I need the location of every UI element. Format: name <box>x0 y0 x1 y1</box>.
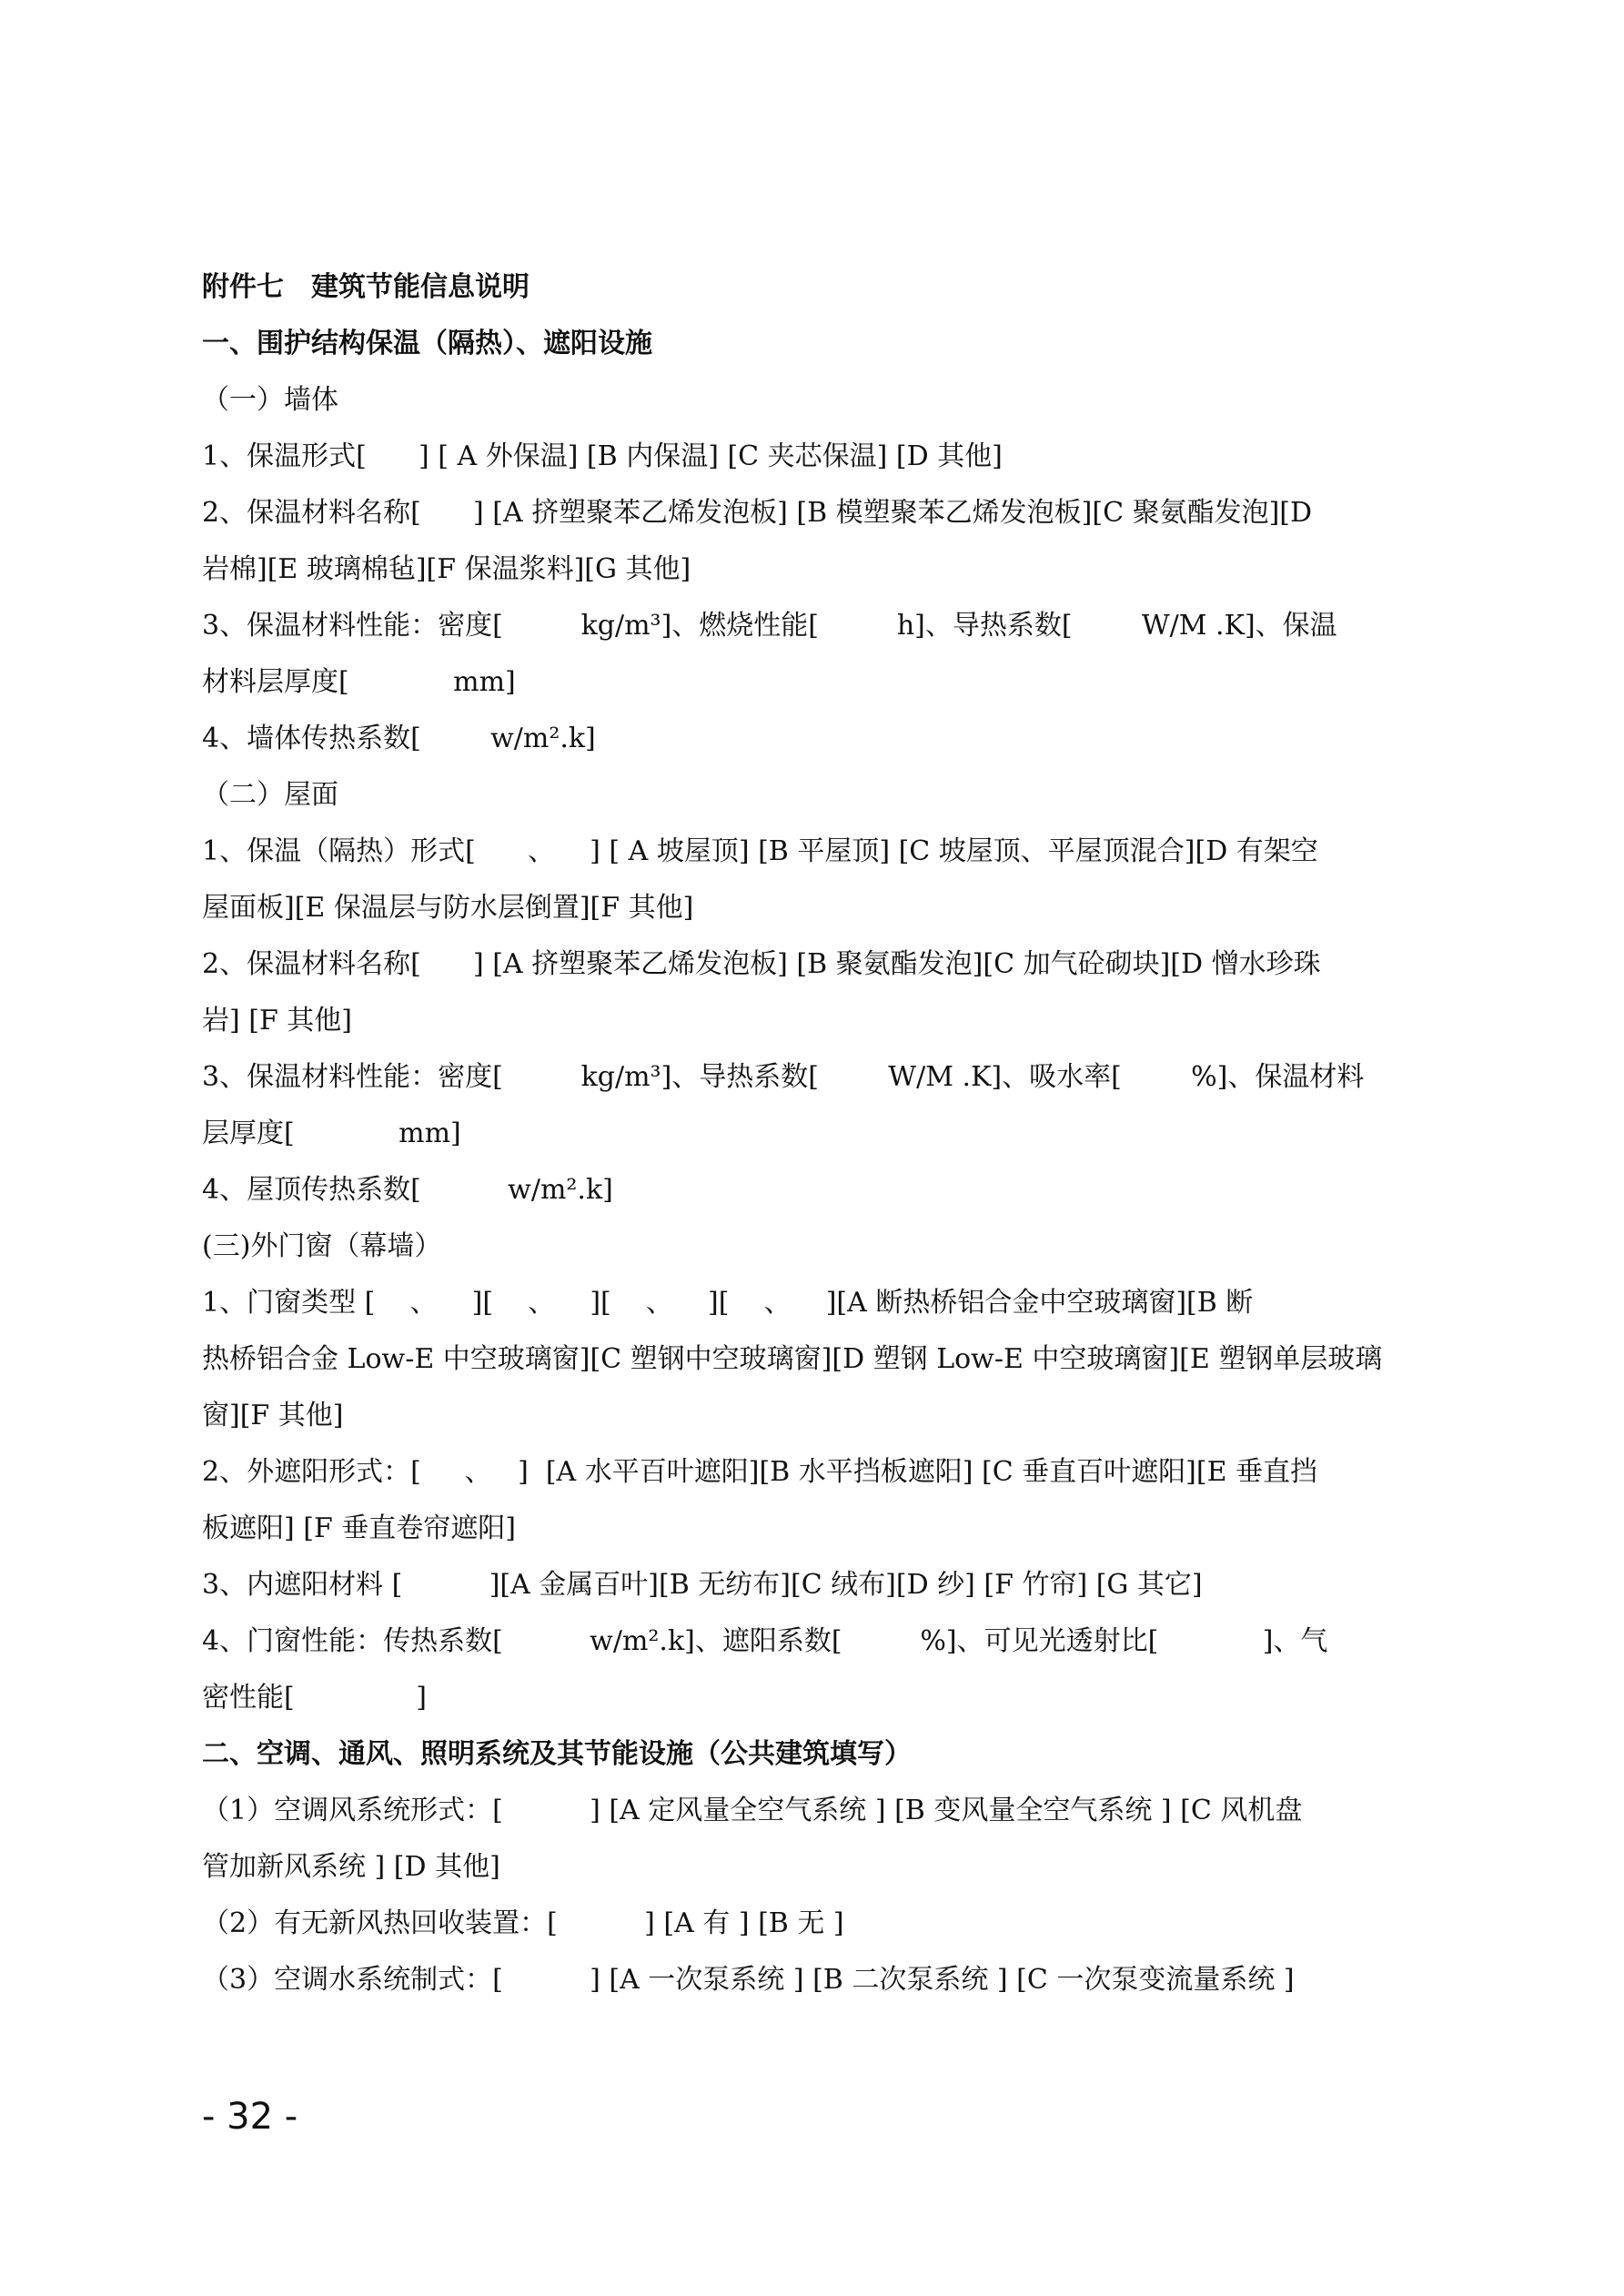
wall-line: 岩棉][E 玻璃棉毡][F 保温浆料][G 其他] <box>202 553 691 585</box>
roof-line: 3、保温材料性能：密度[ kg/m³]、导热系数[ W/M .K]、吸水率[ %]、保温材料 <box>202 1061 1365 1093</box>
wall-line: 2、保温材料名称[ ] [A 挤塑聚苯乙烯发泡板] [B 模塑聚苯乙烯发泡板][C 聚氨酯发泡][D <box>202 497 1313 529</box>
wall-line: 4、墙体传热系数[ w/m².k] <box>202 723 596 754</box>
windows-line: 板遮阳] [F 垂直卷帘遮阳] <box>202 1512 516 1544</box>
roof-line: 层厚度[ mm] <box>202 1118 461 1149</box>
windows-line: 密性能[ ] <box>202 1682 427 1714</box>
roof-line: 2、保温材料名称[ ] [A 挤塑聚苯乙烯发泡板] [B 聚氨酯发泡][C 加气砼砌块][D 憎水珍珠 <box>202 948 1321 980</box>
document-body <box>202 259 1439 2008</box>
document-title: 附件七 建筑节能信息说明 <box>202 271 530 303</box>
windows-line: 4、门窗性能：传热系数[ w/m².k]、遮阳系数[ %]、可见光透射比[ ]、气 <box>202 1625 1328 1657</box>
roof-line: 4、屋顶传热系数[ w/m².k] <box>202 1174 613 1206</box>
section-heading-envelope: 一、围护结构保温（隔热）、遮阳设施 <box>202 328 652 359</box>
wall-line: 材料层厚度[ mm] <box>202 666 516 698</box>
subsection-heading-wall: （一）墙体 <box>202 384 338 416</box>
windows-line: 窗][F 其他] <box>202 1400 344 1431</box>
wall-line: 1、保温形式[ ] [ A 外保温] [B 内保温] [C 夹芯保温] [D 其他] <box>202 440 1003 472</box>
roof-line: 1、保温（隔热）形式[ 、 ] [ A 坡屋顶] [B 平屋顶] [C 坡屋顶、平屋顶混合][D 有架空 <box>202 835 1318 867</box>
hvac-line: （2）有无新风热回收装置：[ ] [A 有 ] [B 无 ] <box>202 1907 844 1939</box>
roof-line: 岩] [F 其他] <box>202 1005 352 1037</box>
subsection-heading-roof: （二）屋面 <box>202 779 338 811</box>
windows-line: 3、内遮阳材料 [ ][A 金属百叶][B 无纺布][C 绒布][D 纱] [F 竹帘] [G 其它] <box>202 1569 1203 1601</box>
hvac-line: 管加新风系统 ] [D 其他] <box>202 1851 500 1883</box>
section-heading-hvac: 二、空调、通风、照明系统及其节能设施（公共建筑填写） <box>202 1738 912 1770</box>
hvac-line: （1）空调风系统形式：[ ] [A 定风量全空气系统 ] [B 变风量全空气系统 ] [C 风机盘 <box>202 1795 1303 1826</box>
roof-line: 屋面板][E 保温层与防水层倒置][F 其他] <box>202 892 694 924</box>
windows-line: 1、门窗类型 [ 、 ][ 、 ][ 、 ][ 、 ][A 断热桥铝合金中空玻璃窗][B 断 <box>202 1287 1254 1319</box>
hvac-line: （3）空调水系统制式：[ ] [A 一次泵系统 ] [B 二次泵系统 ] [C 一次泵变流量系统 ] <box>202 1964 1295 1996</box>
wall-line: 3、保温材料性能：密度[ kg/m³]、燃烧性能[ h]、导热系数[ W/M .K]、保温 <box>202 610 1337 642</box>
windows-line: 热桥铝合金 Low-E 中空玻璃窗][C 塑钢中空玻璃窗][D 塑钢 Low-E 中空玻璃窗][E 塑钢单层玻璃 <box>202 1343 1383 1375</box>
windows-line: 2、外遮阳形式：[ 、 ] [A 水平百叶遮阳][B 水平挡板遮阳] [C 垂直百叶遮阳][E 垂直挡 <box>202 1456 1318 1488</box>
page-number: - 32 - <box>202 2096 298 2138</box>
subsection-heading-windows: (三)外门窗（幕墙） <box>202 1230 442 1262</box>
